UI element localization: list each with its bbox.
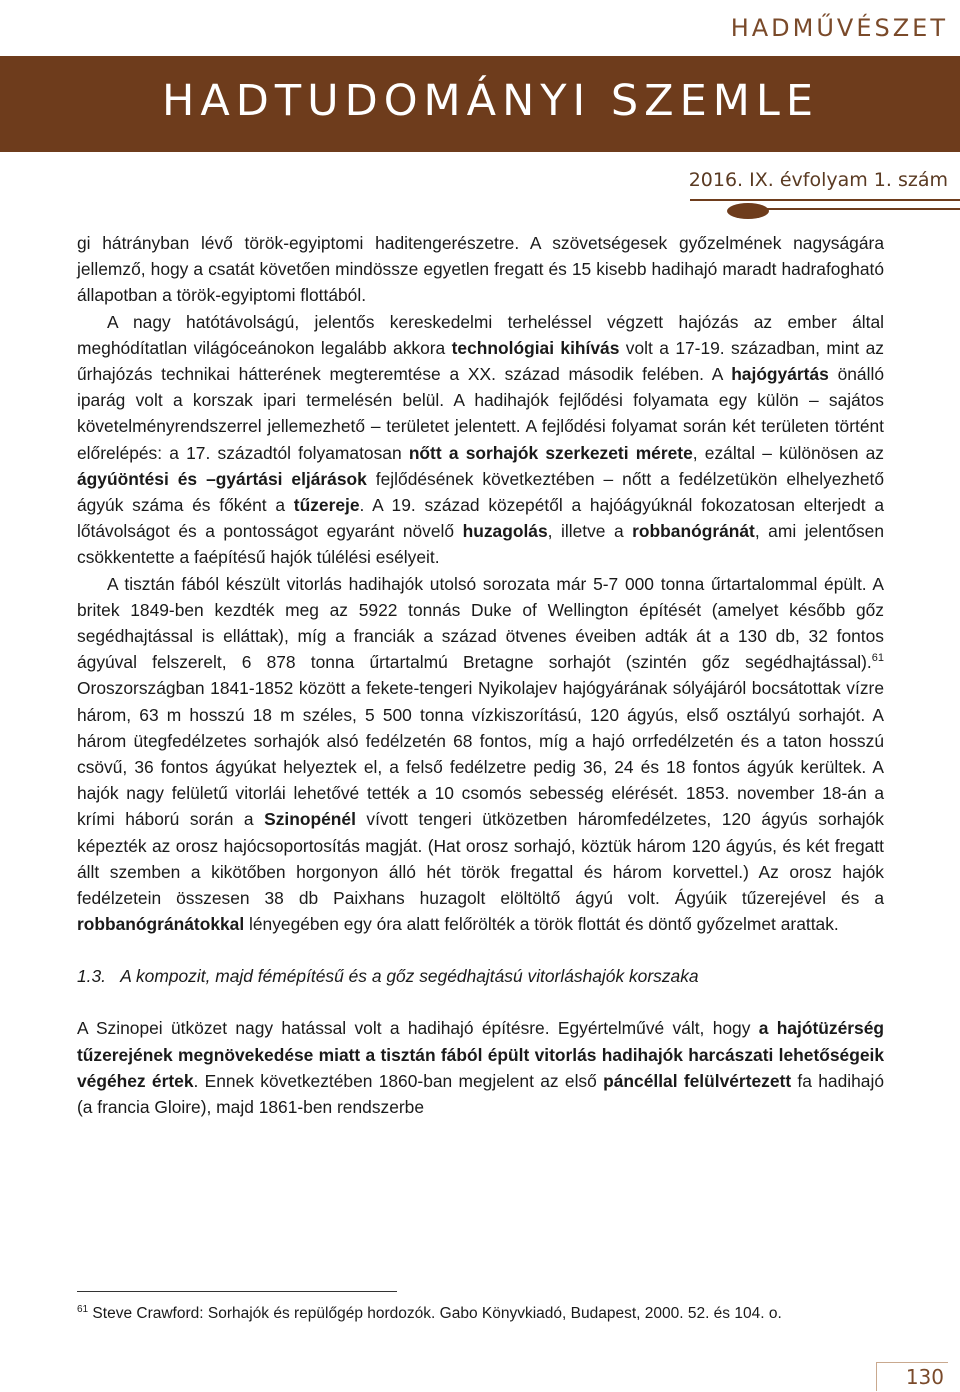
paragraph-1: gi hátrányban lévő török-egyiptomi haditengerészetre. A szövetségesek győzelmének nagyságára jellemző, hogy a csatát követően mindössze egyetlen fregatt és 15 kisebb hadihajó maradt hadrafogható állapotban a török-egyiptomi flottából. (77, 233, 884, 306)
text-span: vívott tengeri ütközetben háromfedélzetes, 120 ágyús sorhajók képezték az orosz hajócsoportosítás magját. (Hat orosz sorhajó, köztük három 120 ágyús, és két fregatt állt szemben a kikötőben horgonyon álló hét török fregattal és három korvettel.) Az orosz hajók fedélzetein összesen 38 db Paixhans huzagolt elöltöltő ágyú volt. Ágyúik tűzerejével és a (77, 809, 884, 909)
footnote-ref: 61 (871, 652, 884, 665)
bold-span: hajógyártás (731, 364, 829, 385)
journal-banner (0, 56, 960, 152)
text-span: önálló iparág volt a korszak ipari termelésén belül. A hadihajók fejlődési folyamata egy külön – sajátos követelményrendszerrel jellemezhető – területet jelentett. A fejlődési folyamat során két területen történt előrelépés: a 17. századtól folyamatosan (77, 364, 884, 463)
bold-span: robbanógránátokkal (77, 914, 245, 935)
text-span: lényegében egy óra alatt felőrölték a török flottát és döntő győzelmet arattak. (244, 914, 839, 935)
text-span: , illetve a (547, 521, 633, 542)
text-span: , ezáltal – különösen az (692, 442, 884, 463)
paragraph-3 (77, 571, 884, 938)
footnote (77, 1303, 782, 1325)
text-span: , ami jelentősen csökkentette a faépítésű hajók túlélési esélyeit. (77, 521, 884, 568)
section-label: HADMŰVÉSZET (730, 14, 948, 42)
section-heading (77, 963, 884, 989)
page-number: 130 (876, 1362, 948, 1391)
text-span: A tisztán fából készült vitorlás hadihajók utolsó sorozata már 5-7 000 tonna űrtartalommal épült. A britek 1849-ben kezdték meg az 5922 tonnás Duke of Wellington építését (amelyet később gőz segédhajtással is elláttak), míg a franciák a század ötvenes éveiben adták át a 130 db, 32 fontos ágyúval felszerelt, 6 878 tonna űrtartalmú Bretagne sorhajót (szintén gőz segédhajtással). (77, 573, 884, 673)
issue-info: 2016. IX. évfolyam 1. szám (688, 169, 948, 191)
bold-span: huzagolás (462, 521, 548, 542)
section-heading-text: A kompozit, majd fémépítésű és a gőz segédhajtású vitorláshajók korszaka (120, 966, 699, 987)
bold-span: tűzereje (293, 495, 360, 516)
bold-span: ágyúöntési és –gyártási eljárások (77, 468, 367, 489)
text-span: . A 19. század közepétől a hajóágyúknál fokozatosan elterjedt a lőtávolságot és a pontosságot egyaránt növelő (77, 495, 884, 542)
text-span: volt a 17-19. században, mint az űrhajózás technikai hátterének megteremtése a XX. század második felében. A (77, 337, 884, 385)
text-span: fa hadihajó (a francia Gloire), majd 1861-ben rendszerbe (77, 1070, 884, 1118)
bold-span: a hajótüzérség tűzerejének megnövekedése miatt a tisztán fából épült vitorlás hadihajók harcászati lehetőségeik végéhez értek (77, 1018, 884, 1091)
section-heading-number: 1.3. (77, 966, 107, 987)
header-rule (690, 199, 960, 201)
bold-span: robbanógránát (632, 521, 755, 542)
text-span: . Ennek következtében 1860-ban megjelent az első (193, 1070, 604, 1091)
footnote-text: Steve Crawford: Sorhajók és repülőgép hordozók. Gabo Könyvkiadó, Budapest, 2000. 52. és 104. o. (88, 1305, 782, 1322)
text-span: A nagy hatótávolságú, jelentős kereskedelmi terheléssel végzett hajózás az ember által meghódítatlan világóceánokon legalább akkora (77, 311, 884, 358)
bold-span: Szinopénél (264, 809, 356, 830)
journal-title: HADTUDOMÁNYI SZEMLE (162, 76, 820, 126)
paragraph-2 (77, 309, 884, 571)
footnote-number: 61 (77, 1303, 89, 1315)
bold-span: technológiai kihívás (451, 337, 620, 358)
footnote-rule (77, 1291, 397, 1292)
bold-span: páncéllal felülvértezett (603, 1070, 792, 1091)
header-rule-lower (760, 208, 960, 210)
header-ornament (727, 203, 769, 219)
paragraph-4 (77, 1015, 884, 1120)
text-span: fejlődésének következtében – nőtt a fedélzetükön elhelyezhető ágyúk száma és főként a (77, 468, 884, 516)
text-span: Oroszországban 1841-1852 között a fekete-tengeri Nyikolajev hajógyárának sólyájáról bocsátottak vízre három, 63 m hosszú 18 m széles, 5 500 tonna vízkiszorítású, 120 ágyús, első osztályú sorhajót. A három ütegfedélzetes sorhajók alsó fedélzetén 68 fontos, míg a hajó orrfedélzetén és a taton hosszú csövű, 36 fontos ágyúkat helyeztek el, a felső fedélzetre pedig 36, 24 és 18 fontos ágyúk kerültek. A hajók nagy felületű vitorlái lehetővé tették a 10 csomós sebesség elérését. 1853. november 18-án a krími háború során a (77, 678, 884, 830)
bold-span: nőtt a sorhajók szerkezeti mérete (408, 442, 693, 463)
article-body (77, 230, 884, 1120)
text-span: A Szinopei ütközet nagy hatással volt a hadihajó építésre. Egyértelművé vált, hogy (77, 1018, 759, 1039)
